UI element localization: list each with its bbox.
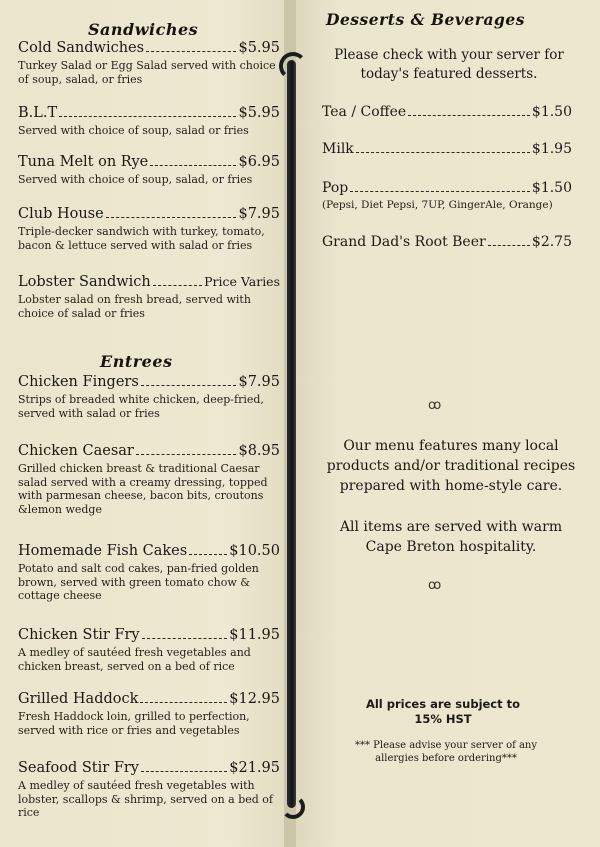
item-description: Fresh Haddock loin, grilled to perfection, served with rice or fries and vegetables	[18, 710, 250, 737]
item-name: Milk	[322, 141, 354, 157]
item-price: $1.95	[531, 141, 572, 157]
item-name: Chicken Stir Fry	[18, 627, 140, 643]
item-description: Turkey Salad or Egg Salad served with choice of soup, salad, or fries	[18, 59, 276, 86]
menu-item-chicken-fingers	[18, 374, 280, 420]
item-name: Chicken Fingers	[18, 374, 139, 390]
item-price: $2.75	[531, 234, 572, 250]
beverage-root-beer	[322, 234, 572, 251]
beverage-milk	[322, 141, 572, 158]
cord-loop-bottom	[281, 795, 305, 819]
menu-item-fish-cakes	[18, 543, 280, 603]
item-name: Lobster Sandwich	[18, 274, 151, 290]
item-description: Strips of breaded white chicken, deep-fried, served with salad or fries	[18, 393, 264, 420]
item-name: Tea / Coffee	[322, 104, 407, 120]
menu-item-seafood-stir-fry	[18, 760, 280, 820]
item-price: $1.50	[531, 180, 572, 196]
allergy-note: *** Please advise your server of any allergies before ordering***	[354, 740, 538, 764]
item-price: $7.95	[238, 206, 280, 222]
menu-item-tuna-melt	[18, 154, 280, 187]
item-price: $8.95	[238, 443, 280, 459]
item-name: Seafood Stir Fry	[18, 760, 139, 776]
menu-item-lobster-sandwich	[18, 273, 280, 320]
ornament-divider: ꝏ	[428, 398, 442, 413]
item-description: Triple-decker sandwich with turkey, tomato, bacon & lettuce served with salad or fries	[18, 225, 265, 252]
beverage-tea-coffee	[322, 104, 572, 121]
item-description: A medley of sautéed fresh vegetables with lobster, scallops & shrimp, served on a bed of rice	[18, 779, 273, 819]
dessert-note: Please check with your server for today's featured desserts.	[334, 47, 564, 82]
tax-note: All prices are subject to 15% HST	[365, 697, 521, 726]
item-name: Grand Dad's Root Beer	[322, 234, 486, 250]
item-description: Served with choice of soup, salad or fries	[18, 124, 249, 137]
desserts-beverages-heading: Desserts & Beverages	[326, 10, 525, 29]
item-name: Grilled Haddock	[18, 691, 139, 707]
menu-item-blt	[18, 105, 280, 138]
sandwiches-heading: Sandwiches	[88, 20, 199, 39]
menu-item-club-house	[18, 206, 280, 252]
binding-cord	[287, 60, 296, 808]
item-name: Homemade Fish Cakes	[18, 543, 188, 559]
item-price: $7.95	[238, 374, 280, 390]
item-description: A medley of sautéed fresh vegetables and chicken breast, served on a bed of rice	[18, 646, 251, 673]
item-price: $6.95	[238, 154, 280, 170]
cord-loop-top	[279, 52, 307, 80]
item-name: Chicken Caesar	[18, 443, 134, 459]
item-price: Price Varies	[204, 274, 280, 289]
item-price: $12.95	[229, 691, 280, 707]
item-price: $11.95	[229, 627, 280, 643]
item-description: Served with choice of soup, salad, or fries	[18, 173, 253, 186]
item-price: $5.95	[238, 40, 280, 56]
menu-item-grilled-haddock	[18, 691, 280, 737]
item-name: Club House	[18, 206, 104, 222]
local-products-note: Our menu features many local products and/or traditional recipes prepared with home-style care.	[326, 438, 576, 494]
item-price: $21.95	[229, 760, 280, 776]
item-price: $5.95	[238, 105, 280, 121]
item-description: Potato and salt cod cakes, pan-fried golden brown, served with green tomato chow & cottage cheese	[18, 562, 259, 602]
item-name: Pop	[322, 180, 349, 196]
item-name: Cold Sandwiches	[18, 40, 145, 56]
item-name: B.L.T	[18, 105, 58, 121]
item-price: $10.50	[229, 543, 280, 559]
entrees-heading: Entrees	[100, 352, 173, 371]
hospitality-note: All items are served with warm Cape Breton hospitality.	[339, 519, 563, 555]
menu-item-cold-sandwiches	[18, 40, 280, 86]
item-description: Lobster salad on fresh bread, served with choice of salad or fries	[18, 293, 251, 320]
menu-item-chicken-caesar	[18, 443, 280, 516]
item-name: Tuna Melt on Rye	[18, 154, 149, 170]
menu-item-chicken-stir-fry	[18, 627, 280, 673]
item-description: (Pepsi, Diet Pepsi, 7UP, GingerAle, Orange)	[322, 199, 553, 211]
item-description: Grilled chicken breast & traditional Caesar salad served with a creamy dressing, topped with parmesan cheese, bacon bits, croutons &lemon wedge	[18, 462, 268, 516]
ornament-divider: ꝏ	[428, 578, 442, 593]
beverage-pop	[322, 180, 572, 213]
item-price: $1.50	[531, 104, 572, 120]
